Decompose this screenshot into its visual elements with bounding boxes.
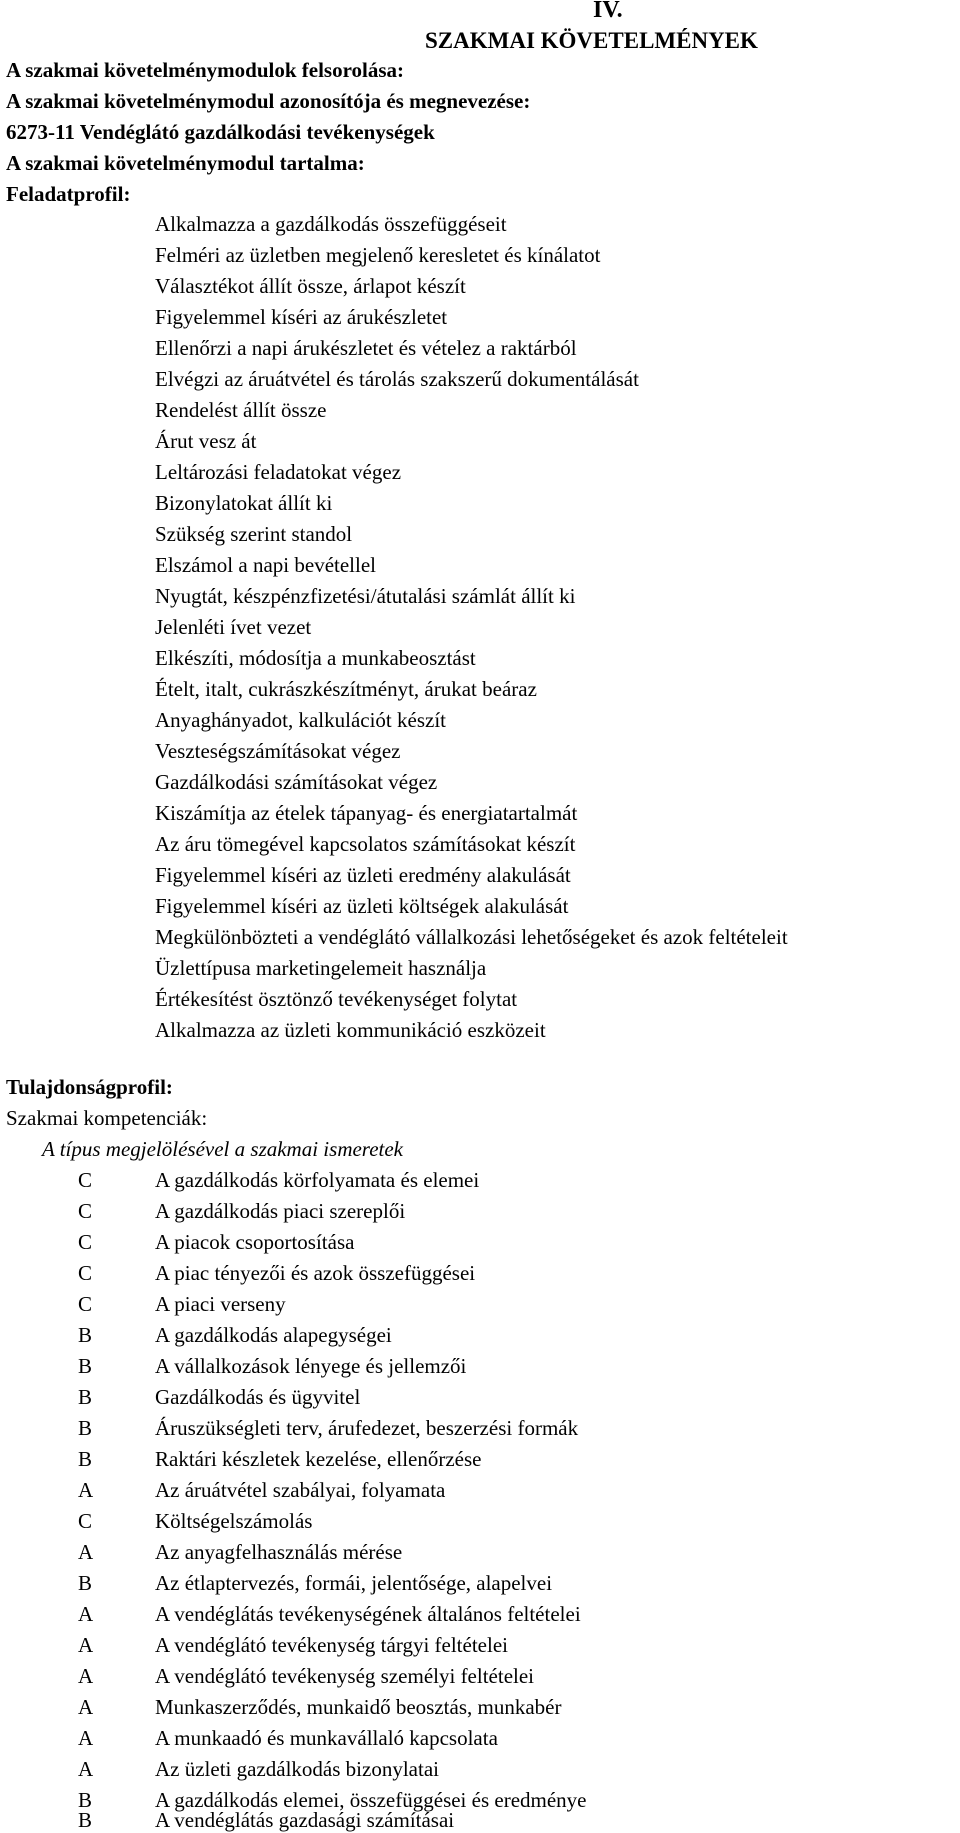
knowledge-text: A vendéglátó tevékenység tárgyi feltételei: [155, 1633, 508, 1657]
knowledge-type: C: [78, 1199, 93, 1223]
knowledge-type: B: [78, 1416, 93, 1440]
task-item: Kiszámítja az ételek tápanyag- és energiatartalmát: [155, 801, 578, 825]
knowledge-type: B: [78, 1808, 93, 1832]
knowledge-text: Az áruátvétel szabályai, folyamata: [155, 1478, 446, 1502]
task-item: Alkalmazza a gazdálkodás összefüggéseit: [155, 212, 507, 236]
task-item: Jelenléti ívet vezet: [155, 615, 312, 639]
knowledge-type: A: [78, 1602, 94, 1626]
knowledge-type: C: [78, 1261, 93, 1285]
knowledge-text: Az étlaptervezés, formái, jelentősége, alapelvei: [155, 1571, 553, 1595]
knowledge-text: Az üzleti gazdálkodás bizonylatai: [155, 1757, 439, 1781]
task-item: Megkülönbözteti a vendéglátó vállalkozási lehetőségeket és azok feltételeit: [155, 925, 788, 949]
knowledge-type: C: [78, 1292, 93, 1316]
task-item: Anyaghányadot, kalkulációt készít: [155, 708, 446, 732]
knowledge-text: Költségelszámolás: [155, 1509, 313, 1533]
task-item: Üzlettípusa marketingelemeit használja: [155, 956, 487, 980]
task-item: Elvégzi az áruátvétel és tárolás szakszerű dokumentálását: [155, 367, 639, 391]
task-item: Választékot állít össze, árlapot készít: [155, 274, 466, 298]
knowledge-text: Az anyagfelhasználás mérése: [155, 1540, 403, 1564]
knowledge-type: A: [78, 1695, 94, 1719]
task-item: Leltározási feladatokat végez: [155, 460, 402, 484]
task-item: Az áru tömegével kapcsolatos számításokat készít: [155, 832, 576, 856]
competencies-label: Szakmai kompetenciák:: [6, 1106, 208, 1130]
knowledge-text: A piacok csoportosítása: [155, 1230, 355, 1254]
task-item: Elkészíti, módosítja a munkabeosztást: [155, 646, 476, 670]
task-item: Figyelemmel kíséri az üzleti eredmény alakulását: [155, 863, 571, 887]
knowledge-text: Raktári készletek kezelése, ellenőrzése: [155, 1447, 482, 1471]
knowledge-type: B: [78, 1354, 93, 1378]
knowledge-type: C: [78, 1230, 93, 1254]
task-item: Rendelést állít össze: [155, 398, 327, 422]
task-item: Ételt, italt, cukrászkészítményt, árukat beáraz: [155, 677, 537, 701]
task-item: Ellenőrzi a napi árukészletet és vételez a raktárból: [155, 336, 577, 360]
knowledge-type: A: [78, 1664, 94, 1688]
knowledge-type: B: [78, 1447, 93, 1471]
task-item: Felméri az üzletben megjelenő keresletet és kínálatot: [155, 243, 601, 267]
knowledge-text: A gazdálkodás piaci szereplői: [155, 1199, 406, 1223]
task-item: Elszámol a napi bevétellel: [155, 553, 376, 577]
knowledge-type: A: [78, 1478, 94, 1502]
knowledge-text: A gazdálkodás elemei, összefüggései és eredménye: [155, 1788, 587, 1812]
task-item: Bizonylatokat állít ki: [155, 491, 333, 515]
knowledge-text: A piac tényezői és azok összefüggései: [155, 1261, 476, 1285]
knowledge-type: C: [78, 1509, 93, 1533]
property-profile-heading: Tulajdonságprofil:: [6, 1075, 173, 1099]
knowledge-type: B: [78, 1323, 93, 1347]
task-item: Figyelemmel kíséri az üzleti költségek alakulását: [155, 894, 569, 918]
knowledge-type: A: [78, 1633, 94, 1657]
knowledge-text: A vendéglátás gazdasági számításai: [155, 1808, 455, 1832]
task-item: Értékesítést ösztönző tevékenységet folytat: [155, 987, 518, 1011]
task-item: Árut vesz át: [155, 429, 257, 453]
task-profile-heading: Feladatprofil:: [6, 182, 131, 206]
knowledge-text: Munkaszerződés, munkaidő beosztás, munkabér: [155, 1695, 562, 1719]
knowledge-type: B: [78, 1571, 93, 1595]
task-item: Veszteségszámításokat végez: [155, 739, 401, 763]
module-content-heading: A szakmai követelménymodul tartalma:: [6, 151, 365, 175]
knowledge-type: A: [78, 1540, 94, 1564]
knowledge-text: A vendéglátó tevékenység személyi feltételei: [155, 1664, 535, 1688]
chapter-title: SZAKMAI KÖVETELMÉNYEK: [425, 28, 758, 53]
knowledge-text: A gazdálkodás alapegységei: [155, 1323, 392, 1347]
module-list-heading: A szakmai követelménymodulok felsorolása:: [6, 58, 405, 82]
knowledge-text: A vállalkozások lényege és jellemzői: [155, 1354, 467, 1378]
chapter-number: IV.: [593, 0, 623, 23]
knowledge-type: B: [78, 1788, 93, 1812]
task-item: Szükség szerint standol: [155, 522, 353, 546]
knowledge-type: A: [78, 1757, 94, 1781]
type-note: A típus megjelölésével a szakmai ismeretek: [42, 1137, 403, 1161]
knowledge-text: Áruszükségleti terv, árufedezet, beszerzési formák: [155, 1416, 579, 1440]
task-item: Gazdálkodási számításokat végez: [155, 770, 438, 794]
knowledge-text: Gazdálkodás és ügyvitel: [155, 1385, 361, 1409]
module-id-heading: A szakmai követelménymodul azonosítója és megnevezése:: [6, 89, 531, 113]
knowledge-type: B: [78, 1385, 93, 1409]
task-item: Figyelemmel kíséri az árukészletet: [155, 305, 448, 329]
knowledge-text: A piaci verseny: [155, 1292, 286, 1316]
task-item: Alkalmazza az üzleti kommunikáció eszközeit: [155, 1018, 546, 1042]
knowledge-text: A munkaadó és munkavállaló kapcsolata: [155, 1726, 498, 1750]
module-id-and-name: 6273-11 Vendéglátó gazdálkodási tevékenységek: [6, 120, 435, 144]
knowledge-text: A vendéglátás tevékenységének általános feltételei: [155, 1602, 581, 1626]
knowledge-type: A: [78, 1726, 94, 1750]
knowledge-type: C: [78, 1168, 93, 1192]
knowledge-text: A gazdálkodás körfolyamata és elemei: [155, 1168, 480, 1192]
task-item: Nyugtát, készpénzfizetési/átutalási számlát állít ki: [155, 584, 576, 608]
